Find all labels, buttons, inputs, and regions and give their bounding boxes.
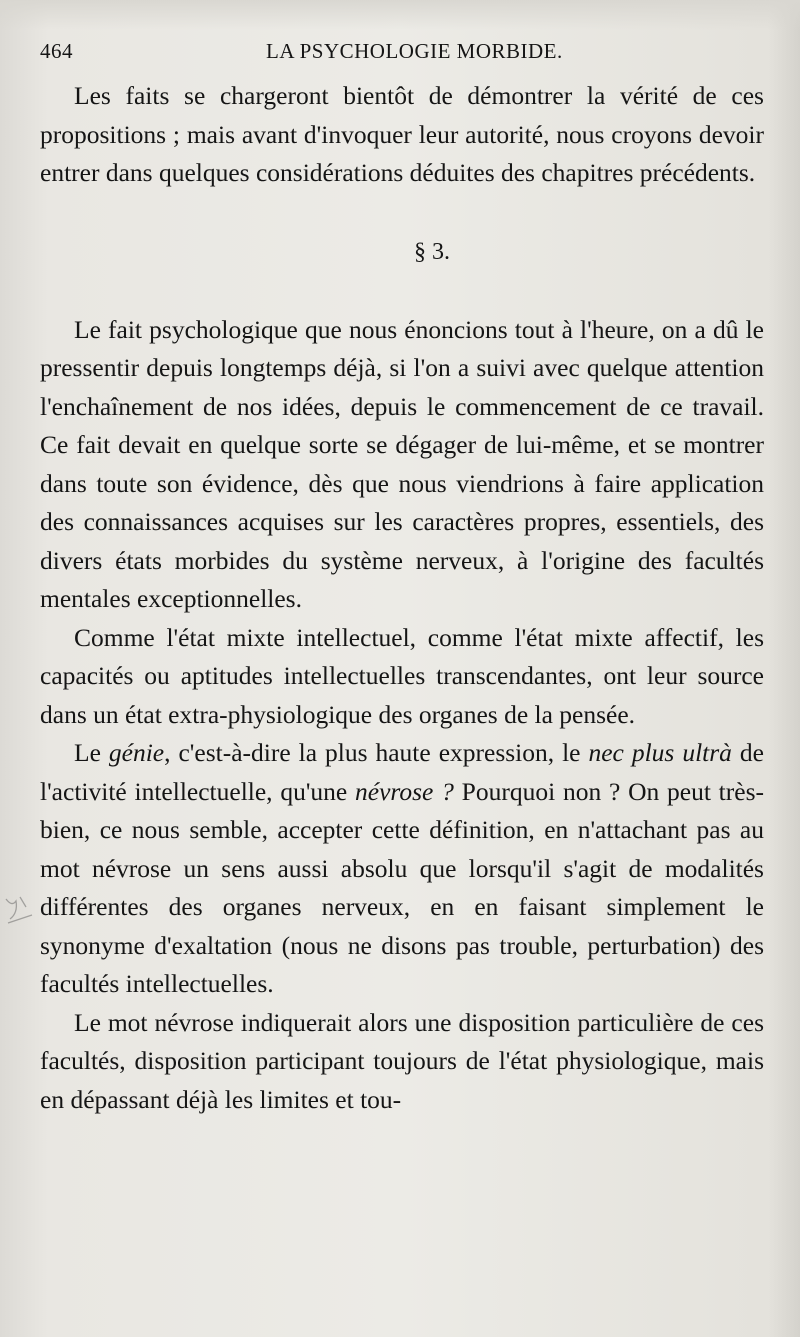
section-heading xyxy=(40,236,764,268)
paragraph-intro: Les faits se chargeront bientôt de démontrer la vérité de ces propositions ; mais avant d'invoquer leur autorité, nous croyons devoir entrer dans quelques considérations déduites des chapitres précédents. xyxy=(40,81,764,187)
genius-term: génie xyxy=(108,738,165,767)
genius-text-3: de l'activité intellectuelle, qu'une xyxy=(40,738,764,806)
paragraph-nevrose-definition: Le mot névrose indiquerait alors une disposition particulière de ces facultés, disposition participant toujours de l'état physiologique, mais en dépassant déjà les limites et tou- xyxy=(40,1007,764,1114)
margin-pencil-mark xyxy=(2,893,42,933)
paragraph-genius xyxy=(40,734,764,1004)
genius-text-4: Pourquoi non ? On peut très-bien, ce nous semble, accepter cette définition, en n'attachant pas au mot névrose un sens aussi absolu que lorsqu'il s'agit de modalités différentes des organes nerveux, en en faisant simplement le synonyme d'exaltation (nous ne disons pas trouble, perturbation) des facultés intellectuelles. xyxy=(40,776,764,998)
page-number: 464 xyxy=(40,39,73,63)
paragraph-psychological-fact: Le fait psychologique que nous énoncions tout à l'heure, on a dû le pressentir depuis longtemps déjà, si l'on a suivi avec quelque attention l'enchaînement de nos idées, depuis le commencement de ce travail. Ce fait devait en quelque sorte se dégager de lui-même, et se montrer dans toute son évidence, dès que nous viendrions à faire application des connaissances acquises sur les caractères propres, essentiels, des divers états morbides du système nerveux, à l'origine des facultés mentales exceptionnelles. xyxy=(40,314,764,613)
nevrose-term: névrose ? xyxy=(355,776,454,806)
paragraph-mixed-state: Comme l'état mixte intellectuel, comme l'état mixte affectif, les capacités ou aptitudes intellectuelles transcendantes, ont leur source dans un état extra-physiologique des organes de la pensée. xyxy=(40,622,764,729)
section-number: § 3. xyxy=(414,238,450,265)
running-title: LA PSYCHOLOGIE MORBIDE. xyxy=(266,39,563,63)
genius-text-2: , c'est-à-dire la plus haute expression, le xyxy=(164,738,589,767)
page-body xyxy=(40,77,764,1119)
nec-plus-ultra-term: nec plus ultrà xyxy=(588,738,732,767)
genius-text-1: Le xyxy=(74,738,109,767)
page-shadow xyxy=(0,0,800,30)
page-header xyxy=(40,36,780,66)
